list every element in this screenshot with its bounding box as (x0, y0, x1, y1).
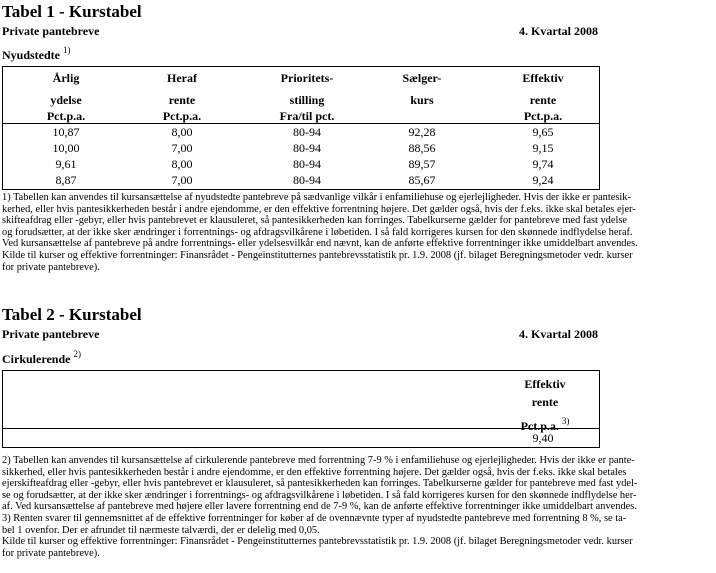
header-line: rente (529, 93, 557, 107)
header-line: ydelse (50, 93, 82, 107)
cell-priority: 80-94 (293, 125, 321, 139)
table1-category-label: Nyudstedte (2, 48, 61, 62)
footnote-line: for private pantebreve). (2, 261, 100, 273)
table2-footnotes (2, 455, 714, 559)
header-line: Fra/til pct. (279, 109, 335, 123)
footnote-line: 2) Tabellen kan anvendes til kursansættelse af cirkulerende pantebreve med forrentning 7-9 % i enfamiliehuse og ejerlejligheder. Hvis der ikke er pante- (2, 455, 635, 466)
table2-header-divider (3, 428, 599, 429)
footnote-line: Kilde til kurser og effektive forrentninger: Finansrådet - Pengeinstitutternes pantebrevsstatistik pr. 1.9. 2008 (jf. bilaget Beregningsmetoder vedr. kurser (2, 536, 633, 548)
table2-category (2, 350, 81, 367)
footnote-line: kerhed, eller hvis pantesikkerheden består i andre ejendomme, er den effektive forrentning højere. Det gælder også, hvis der f.eks. ikke skal betales ejer- (2, 203, 636, 215)
table1-category (2, 46, 71, 63)
header-line: rente (168, 93, 196, 107)
footnote-line: Ved kursansættelse af pantebreve på andre forrentnings- eller ydelsesvilkår end nævnt, kan de anførte effektive forrentninger ikke umiddelbart anvendes. (2, 238, 638, 250)
cell-interest: 8,00 (171, 125, 193, 139)
header-line: Prioritets- (280, 71, 334, 85)
cell-priority: 80-94 (293, 141, 321, 155)
table2-category-label: Cirkulerende (2, 352, 71, 366)
footnote-line: bel 1 ovenfor. Der er afrundet til nærmeste talværdi, der er delelig med 0,05. (2, 524, 320, 536)
cell-price: 88,56 (408, 141, 436, 155)
table1-header-divider (3, 123, 599, 124)
cell-yield: 8,87 (55, 173, 77, 187)
cell-yield: 9,61 (55, 157, 77, 171)
cell-effective-rate: 9,24 (532, 173, 554, 187)
footnote-line: ejerskifteafdrag eller -gebyr, eller hvis pantebrevet er klausuleret, så pantesikkerheden kan forringes. Tabelkurserne gælder for pantebreve med fast ydel- (2, 478, 638, 490)
cell-effective-rate: 9,65 (532, 125, 554, 139)
footnote-line: se og forudsætter, at der ikke sker ændringer i forrentnings- og afdragsvilkårene i løbetiden. I så fald korrigeres kursen for den skønnede indflydelse her- (2, 489, 637, 501)
table1-header-col2 (147, 67, 217, 127)
table-row (3, 125, 599, 141)
header-line: Pct.p.a. (523, 109, 563, 123)
cell-priority: 80-94 (293, 157, 321, 171)
cell-price: 85,67 (408, 173, 436, 187)
footnote-line: for private pantebreve). (2, 547, 100, 559)
table2-category-footnote-ref: 2) (73, 349, 81, 359)
cell-effective-rate: 9,74 (532, 157, 554, 171)
header-line: Sælger- (402, 71, 442, 85)
cell-priority: 80-94 (293, 173, 321, 187)
table2-period: 4. Kvartal 2008 (519, 327, 598, 341)
table1-header-col1 (31, 67, 101, 127)
table1 (2, 66, 600, 190)
footnote-line: af. Ved kursansættelse af pantebreve med højere eller lavere forrentning end de 7-9 %, kan de anførte effektive forrentninger ikke umiddelbart anvendes. (2, 501, 637, 513)
table1-footnotes (2, 192, 714, 273)
table-row (3, 157, 599, 173)
table2 (2, 370, 600, 448)
cell-effective-rate: 9,15 (532, 141, 554, 155)
header-line: rente (531, 395, 559, 409)
cell-yield: 10,00 (52, 141, 80, 155)
header-line: stilling (289, 93, 325, 107)
header-unit: Pct.p.a. (520, 419, 559, 433)
table1-header-col5 (503, 67, 583, 127)
table1-category-footnote-ref: 1) (63, 45, 71, 55)
cell-price: 89,57 (408, 157, 436, 171)
footnote-line: 3) Renten svarer til gennemsnittet af de effektive forrentninger for køber af de ovennævnte typer af nyudstedte pantebreve med forrentning 8 %, se ta- (2, 512, 627, 524)
footnote-line: Kilde til kurser og effektive forrentninger: Finansrådet - Pengeinstitutternes pantebrevsstatistik pr. 1.9. 2008 (jf. bilaget Beregningsmetoder vedr. kurser (2, 249, 633, 261)
footnote-line: skifteafdrag eller -gebyr, eller hvis pantebrevet er klausuleret, så pantesikkerheden kan forringes. Tabelkurserne gælder for pantebreve med fast ydelse (2, 215, 628, 227)
header-line: Heraf (167, 71, 197, 85)
table1-period: 4. Kvartal 2008 (519, 24, 598, 38)
cell-interest: 7,00 (171, 141, 193, 155)
footnote-line: 1) Tabellen kan anvendes til kursansættelse af nyudstedte pantebreve på sædvanlige vilkår i enfamiliehuse og ejerlejligheder. Hvis der ikke er pantesik- (2, 192, 631, 203)
table2-subtitle: Private pantebreve (2, 327, 100, 341)
table1-title: Tabel 1 - Kurstabel (2, 2, 142, 21)
table-row (3, 141, 599, 157)
footnote-line: sikkerhed, eller hvis pantesikkerheden består i andre ejendomme, er den effektive forrentning højere. Det gælder også, hvis der f.eks. ikke skal betales (2, 466, 627, 478)
table-row (3, 173, 599, 189)
cell-price: 92,28 (408, 125, 436, 139)
table1-header-col3 (261, 67, 353, 127)
cell-interest: 7,00 (171, 173, 193, 187)
cell-yield: 10,87 (52, 125, 80, 139)
table2-title: Tabel 2 - Kurstabel (2, 305, 142, 324)
cell-interest: 8,00 (171, 157, 193, 171)
header-line: Effektiv (522, 71, 564, 85)
table2-value: 9,40 (532, 431, 554, 445)
footnote-line: og forudsætter, at der ikke sker ændringer i forrentnings- og afdragsvilkårene i løbetiden. I så fald korrigeres kursen for den skønnede indflydelse heraf. (2, 226, 633, 238)
header-line: kurs (410, 93, 434, 107)
header-line: Effektiv (524, 377, 566, 391)
header-line: Pct.p.a. (162, 109, 202, 123)
header-line: Årlig (52, 71, 80, 85)
table1-header-col4 (387, 67, 457, 111)
header-line: Pct.p.a. (46, 109, 86, 123)
table1-subtitle: Private pantebreve (2, 24, 100, 38)
header-footnote-ref: 3) (561, 416, 570, 426)
